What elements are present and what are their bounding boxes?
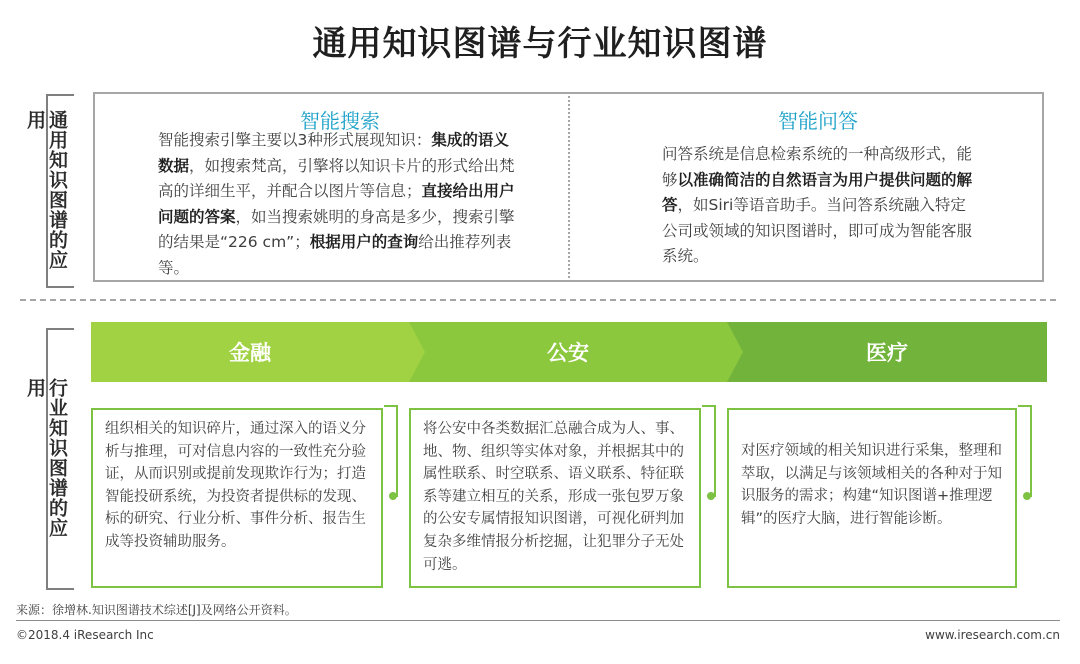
smart-qa-text-segment-1: 以准确简洁的自然语言为用户提供问题的解答 [662, 170, 973, 214]
medical-connector [1018, 405, 1032, 497]
police-connector-dot [707, 492, 715, 500]
page-title: 通用知识图谱与行业知识图谱 [312, 24, 768, 64]
arrow-right-icon [409, 322, 425, 382]
police-bar [409, 322, 727, 382]
source-note: 来源：徐增林.知识图谱技术综述[J]及网络公开资料。 [16, 603, 297, 617]
smart-search-text-segment-0: 智能搜索引擎主要以3种形式展现知识： [158, 131, 432, 149]
medical-connector-dot [1023, 492, 1031, 500]
smart-qa-text-segment-0: 问答系统是信息检索系统的一种高级形式，能够 [662, 145, 973, 189]
smart-search-text-segment-1: 集成的语义数据 [158, 131, 509, 175]
finance-bar [91, 322, 409, 382]
arrow-right-icon [727, 322, 743, 382]
medical-label: 医疗 [866, 341, 908, 365]
smart-search-text-segment-6: 给出推荐列表等。 [158, 233, 512, 277]
smart-search-title: 智能搜索 [300, 109, 380, 133]
footer-divider [16, 620, 1060, 621]
smart-search-text-segment-5: 根据用户的查询 [309, 233, 419, 251]
industry-side-label: 行业知识图谱的应用 [24, 378, 68, 538]
smart-search-text [158, 128, 524, 281]
finance-connector [384, 405, 398, 497]
police-label: 公安 [547, 341, 589, 365]
smart-qa-text-segment-2: ，如Siri等语音助手。当问答系统融入特定公司或领域的知识图谱时，即可成为智能客服系统。 [662, 196, 973, 265]
smart-search-text-segment-4: ，如当搜索姚明的身高是多少，搜索引擎的结果是“226 cm”； [158, 207, 515, 251]
smart-qa-title: 智能问答 [778, 109, 858, 133]
general-divider [568, 96, 570, 278]
finance-connector-dot [389, 492, 397, 500]
finance-label: 金融 [229, 341, 271, 365]
section-separator [20, 299, 1056, 301]
finance-text: 组织相关的知识碎片，通过深入的语义分析与推理，可对信息内容的一致性充分验证，从而识别或提前发现欺诈行为；打造智能投研系统，为投资者提供标的发现、标的研究、行业分析、事件分析、报告生成等投资辅助服务。 [105, 421, 366, 550]
smart-qa-text [662, 142, 978, 270]
website-link[interactable]: www.iresearch.com.cn [925, 628, 1060, 642]
smart-search-text-segment-2: ，如搜索梵高，引擎将以知识卡片的形式给出梵高的详细生平，并配合以图片等信息； [158, 156, 515, 200]
medical-text: 对医疗领域的相关知识进行采集，整理和萃取，以满足与该领域相关的各种对于知识服务的需求；构建“知识图谱+推理逻辑”的医疗大脑，进行智能诊断。 [741, 443, 1002, 527]
police-text: 将公安中各类数据汇总融合成为人、事、地、物、组织等实体对象，并根据其中的属性联系、时空联系、语义联系、特征联系等建立相互的关系，形成一张包罗万象的公安专属情报知识图谱，可视化研判加复杂多维情报分析挖掘，让犯罪分子无处可逃。 [423, 421, 684, 573]
smart-search-text-segment-3: 直接给出用户问题的答案 [158, 182, 515, 226]
medical-text-box [727, 408, 1017, 588]
general-side-label: 通用知识图谱的应用 [24, 110, 68, 270]
finance-text-box [91, 408, 383, 588]
copyright: ©2018.4 iResearch Inc [16, 628, 154, 642]
police-connector [702, 405, 716, 497]
medical-bar [727, 322, 1047, 382]
police-text-box [409, 408, 701, 588]
